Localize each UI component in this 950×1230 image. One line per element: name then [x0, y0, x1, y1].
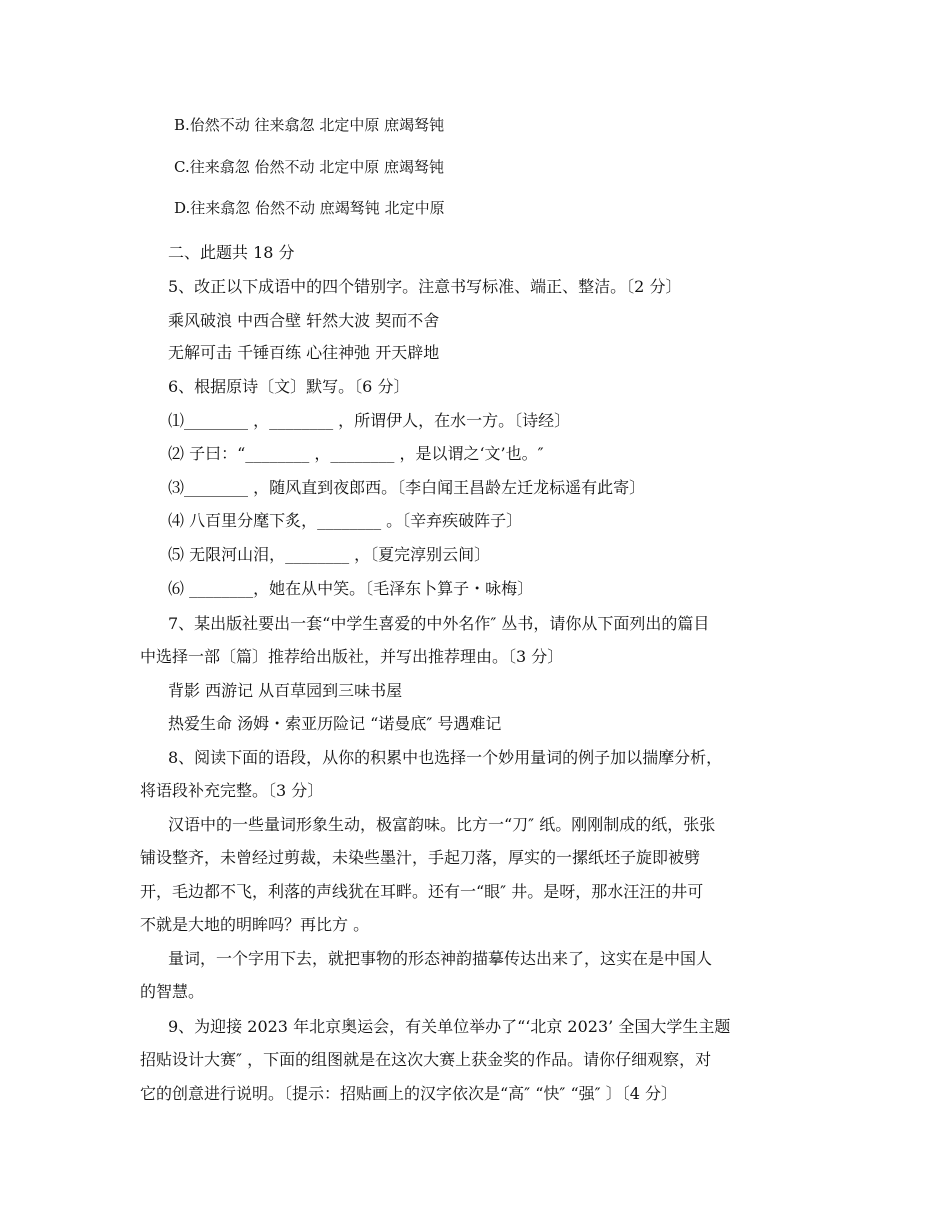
q8-paragraph-2-line-1: 量词，一个字用下去，就把事物的形态神韵描摹传达出来了，这实在是中国人	[168, 949, 713, 968]
q7-prompt-line-2: 中选择一部〔篇〕推荐给出版社，并写出推荐理由。〔3 分〕	[140, 647, 564, 666]
q9-line-3: 它的创意进行说明。〔提示：招贴画上的汉字依次是“高″ “快″ “强″ 〕〔4 分〕	[140, 1084, 677, 1103]
q8-paragraph-1-line-4: 不就是大地的明眸吗？再比方 。	[140, 915, 370, 934]
q6-item-6: ⑹ ________，她在从中笑。〔毛泽东卜算子・咏梅〕	[168, 579, 534, 598]
q5-prompt: 5、改正以下成语中的四个错别字。注意书写标准、端正、整洁。〔2 分〕	[168, 277, 682, 296]
q8-paragraph-1-line-2: 铺设整齐，未曾经过剪裁，未染些墨汁，手起刀落，厚实的一摞纸坯子旋即被劈	[140, 848, 701, 867]
q8-paragraph-1-line-3: 开，毛边都不飞，利落的声线犹在耳畔。还有一“眼″ 井。是呀，那水汪汪的井可	[140, 882, 704, 901]
q6-prompt: 6、根据原诗〔文〕默写。〔6 分〕	[168, 377, 410, 396]
q9-line-2: 招贴设计大赛″ ，下面的组图就是在这次大赛上获金奖的作品。请你仔细观察，对	[140, 1050, 712, 1069]
q5-idioms-line-1: 乘风破浪 中西合壁 轩然大波 契而不舍	[168, 311, 440, 330]
q8-prompt-line-2: 将语段补充完整。〔3 分〕	[140, 781, 324, 800]
option-d: D.往来翕忽 佁然不动 庶竭驽钝 北定中原	[174, 199, 445, 217]
q6-item-3: ⑶________ ，随风直到夜郎西。〔李白闻王昌龄左迁龙标遥有此寄〕	[168, 478, 646, 497]
q7-books-line-2: 热爱生命 汤姆・索亚历险记 “诺曼底″ 号遇难记	[168, 714, 502, 733]
q6-item-4: ⑷ 八百里分麾下炙，________ 。〔辛弃疾破阵子〕	[168, 511, 523, 530]
q9-line-1: 9、为迎接 2023 年北京奥运会，有关单位举办了“‘北京 2023’ 全国大学生主题	[168, 1017, 731, 1036]
q5-idioms-line-2: 无解可击 千锤百练 心往神弛 开天辟地	[168, 343, 440, 362]
q8-paragraph-1-line-1: 汉语中的一些量词形象生动，极富韵味。比方一“刀″ 纸。刚刚制成的纸，张张	[168, 815, 716, 834]
option-b: B.佁然不动 往来翕忽 北定中原 庶竭驽钝	[174, 116, 445, 134]
q8-prompt-line-1: 8、阅读下面的语段，从你的积累中也选择一个妙用量词的例子加以揣摩分析，	[168, 748, 723, 767]
section-heading: 二、此题共 18 分	[168, 243, 295, 262]
q6-item-2: ⑵ 子曰：“________ ，________ ，是以谓之‘文’也。″	[168, 444, 544, 463]
q6-item-5: ⑸ 无限河山泪，________ ，〔夏完淳别云间〕	[168, 545, 491, 564]
q6-item-1: ⑴________ ，________ ，所谓伊人，在水一方。〔诗经〕	[168, 411, 571, 430]
option-c: C.往来翕忽 佁然不动 北定中原 庶竭驽钝	[174, 158, 445, 176]
q7-books-line-1: 背影 西游记 从百草园到三味书屋	[168, 681, 403, 700]
q7-prompt-line-1: 7、某出版社要出一套“中学生喜爱的中外名作″ 丛书，请你从下面列出的篇目	[168, 614, 710, 633]
q8-paragraph-2-line-2: 的智慧。	[140, 982, 205, 1001]
